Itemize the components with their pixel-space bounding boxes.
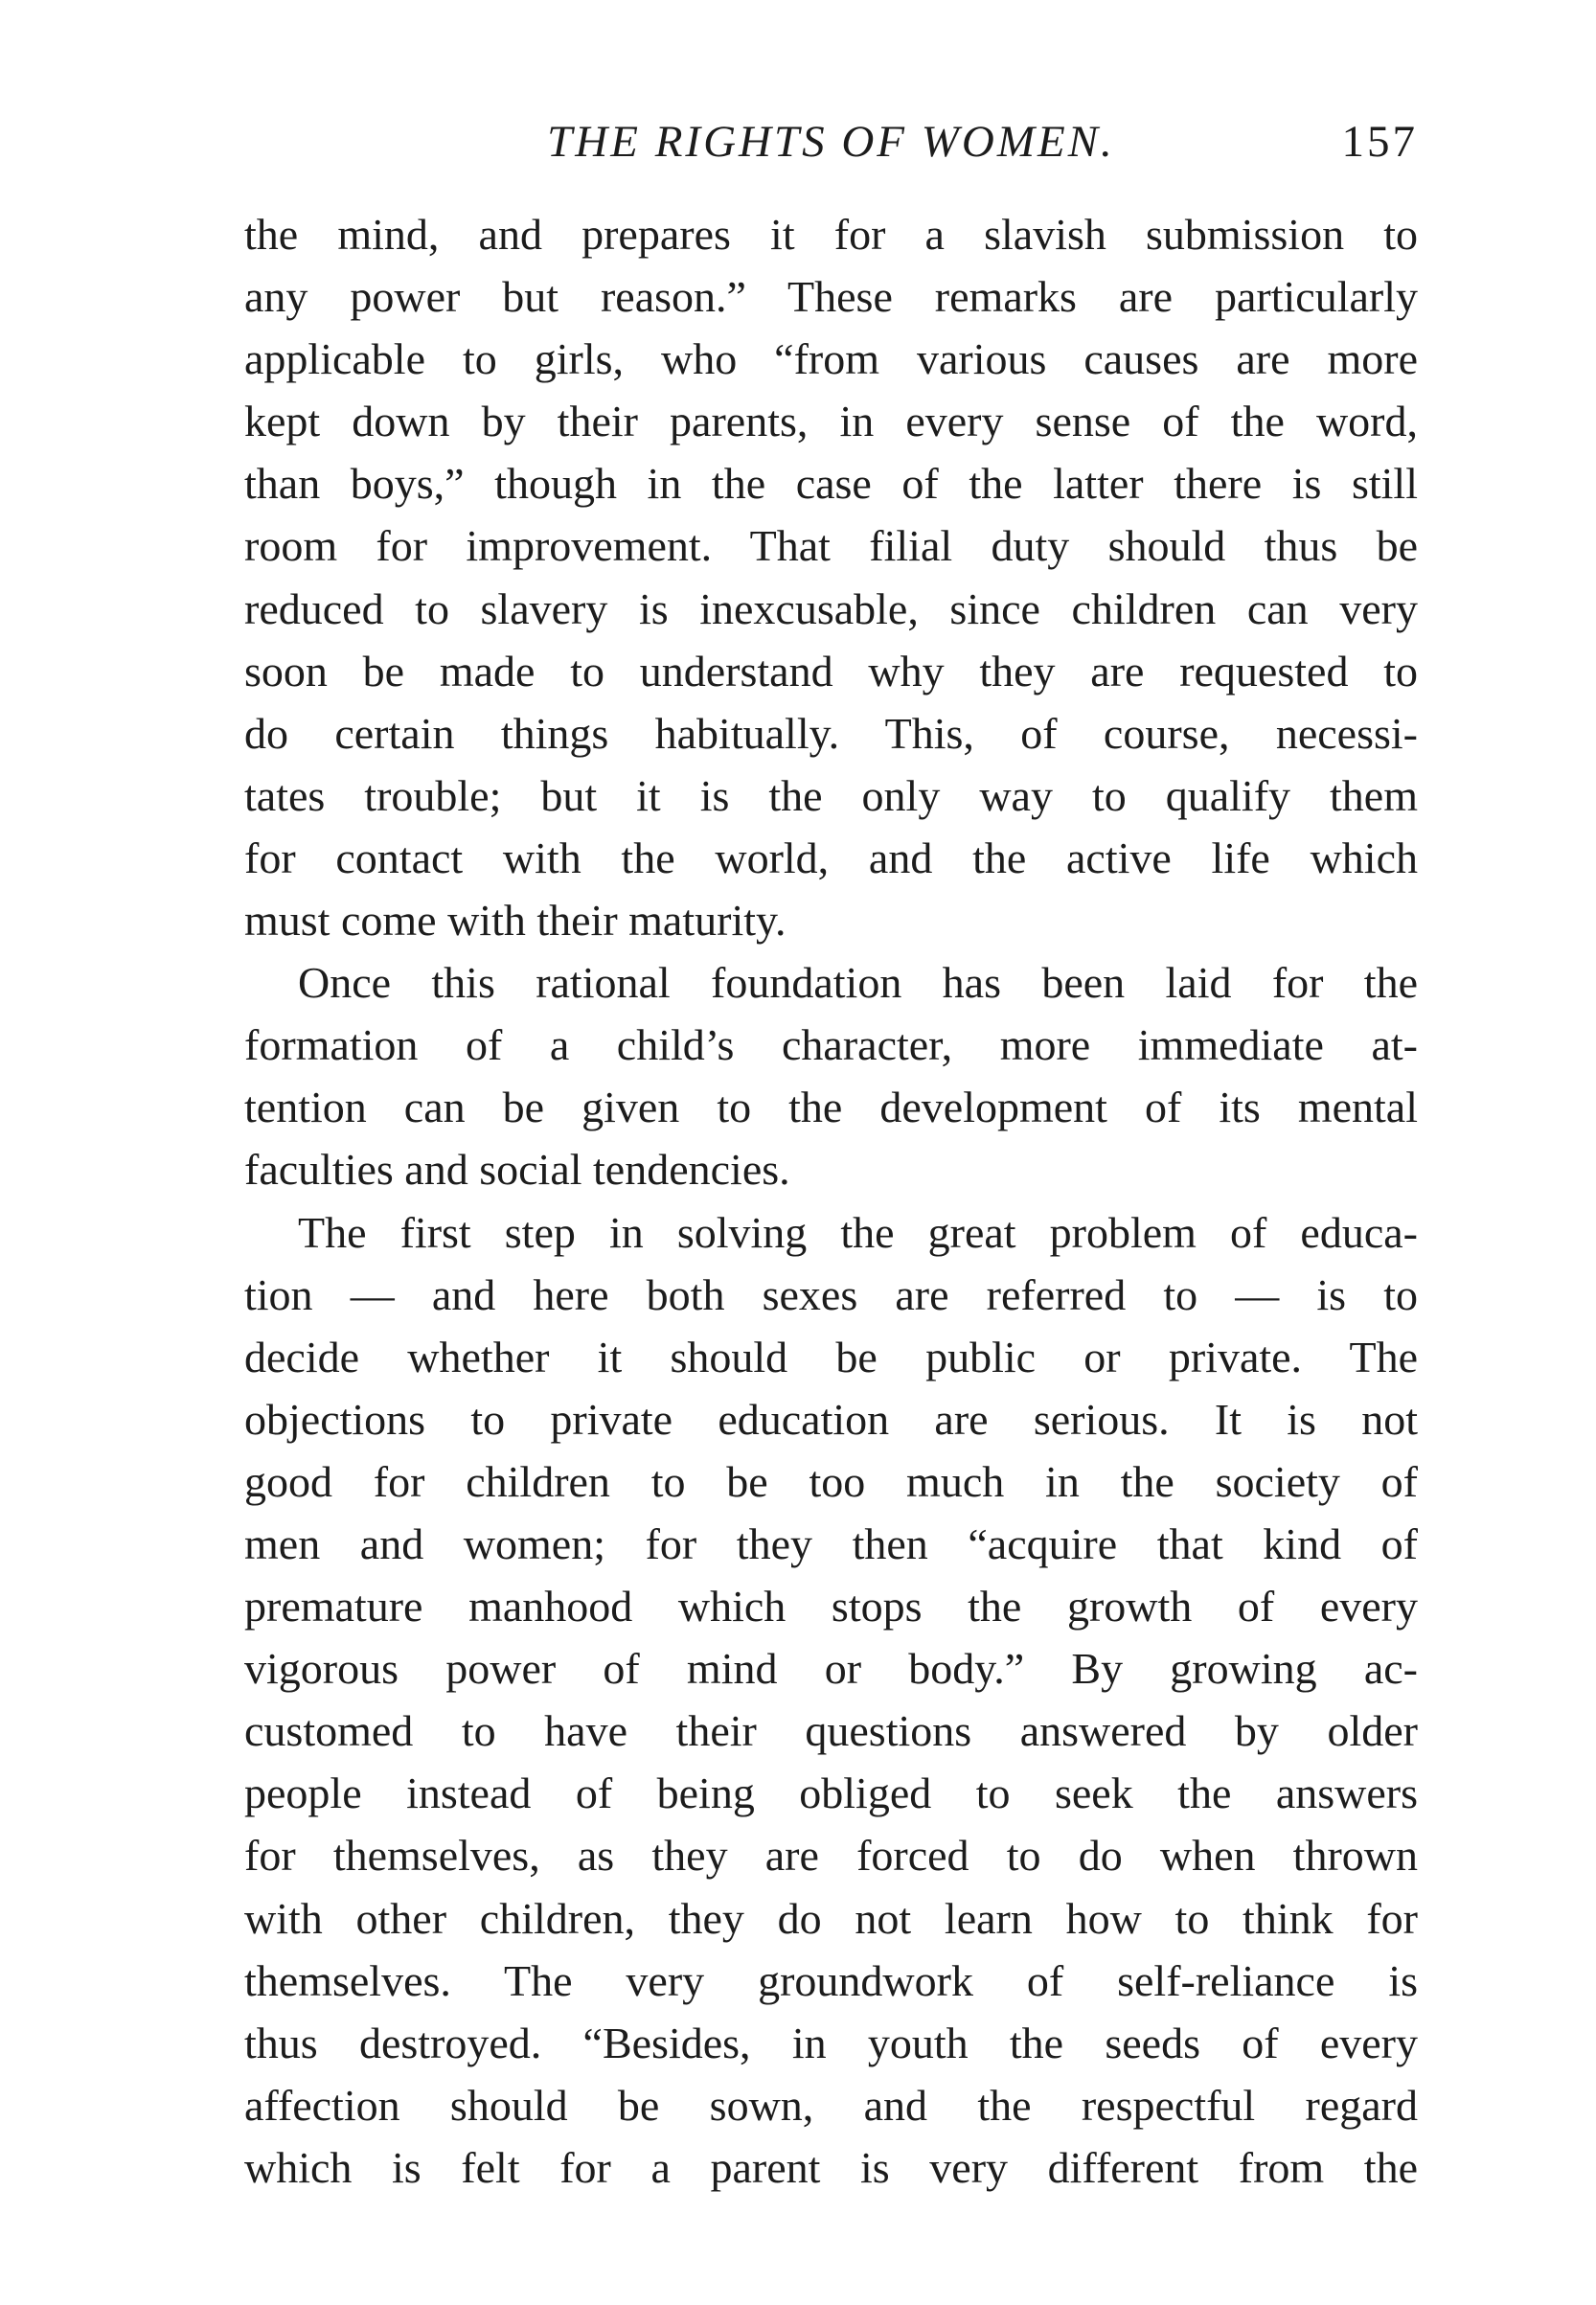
text-line: any power but reason.” These remarks are particularly [244, 272, 1418, 322]
text-line: for contact with the world, and the active life which [244, 833, 1418, 882]
text-line: do certain things habitually. This, of course, necessi- [244, 708, 1418, 758]
running-title: THE RIGHTS OF WOMEN. [547, 117, 1115, 167]
text-line: thus destroyed. “Besides, in youth the seeds of every [244, 2018, 1418, 2067]
text-line: than boys,” though in the case of the latter there is still [244, 459, 1418, 509]
text-line: soon be made to understand why they are requested to [244, 646, 1418, 696]
text-line: tion — and here both sexes are referred to — is to [244, 1269, 1418, 1319]
text-line: applicable to girls, who “from various causes are more [244, 334, 1418, 384]
paragraph-1 [244, 203, 1418, 951]
text-line: decide whether it should be public or private. The [244, 1332, 1418, 1381]
text-line: people instead of being obliged to seek the answers [244, 1769, 1418, 1818]
text-line: objections to private education are serious. It is not [244, 1394, 1418, 1444]
text-line: themselves. The very groundwork of self-reliance is [244, 1955, 1418, 2005]
text-line: formation of a child’s character, more immediate at- [244, 1020, 1418, 1070]
text-line: reduced to slavery is inexcusable, since children can very [244, 583, 1418, 633]
text-line: affection should be sown, and the respectful regard [244, 2080, 1418, 2130]
text-line: premature manhood which stops the growth of every [244, 1582, 1418, 1632]
body-text [244, 203, 1418, 2199]
text-line: for themselves, as they are forced to do when thrown [244, 1831, 1418, 1881]
text-line: room for improvement. That filial duty should thus be [244, 521, 1418, 571]
paragraph-3 [244, 1201, 1418, 2200]
text-line: tention can be given to the development of its mental [244, 1083, 1418, 1132]
text-line: which is felt for a parent is very different from the [244, 2142, 1418, 2192]
text-line: the mind, and prepares it for a slavish submission to [244, 210, 1418, 259]
text-line: The first step in solving the great problem of educa- [298, 1207, 1418, 1257]
text-line: good for children to be too much in the society of [244, 1456, 1418, 1506]
text-line: faculties and social tendencies. [244, 1145, 790, 1195]
paragraph-2 [244, 951, 1418, 1200]
text-line: customed to have their questions answered by older [244, 1706, 1418, 1756]
text-line: with other children, they do not learn how to think for [244, 1893, 1418, 1943]
text-line: vigorous power of mind or body.” By growing ac- [244, 1644, 1418, 1694]
text-line: must come with their maturity. [244, 896, 787, 946]
text-line: tates trouble; but it is the only way to qualify them [244, 770, 1418, 820]
text-line: Once this rational foundation has been laid for the [298, 958, 1418, 1008]
page-number: 157 [1341, 117, 1418, 167]
page-header [244, 103, 1418, 180]
text-line: kept down by their parents, in every sense of the word, [244, 397, 1418, 446]
text-line: men and women; for they then “acquire that kind of [244, 1518, 1418, 1568]
